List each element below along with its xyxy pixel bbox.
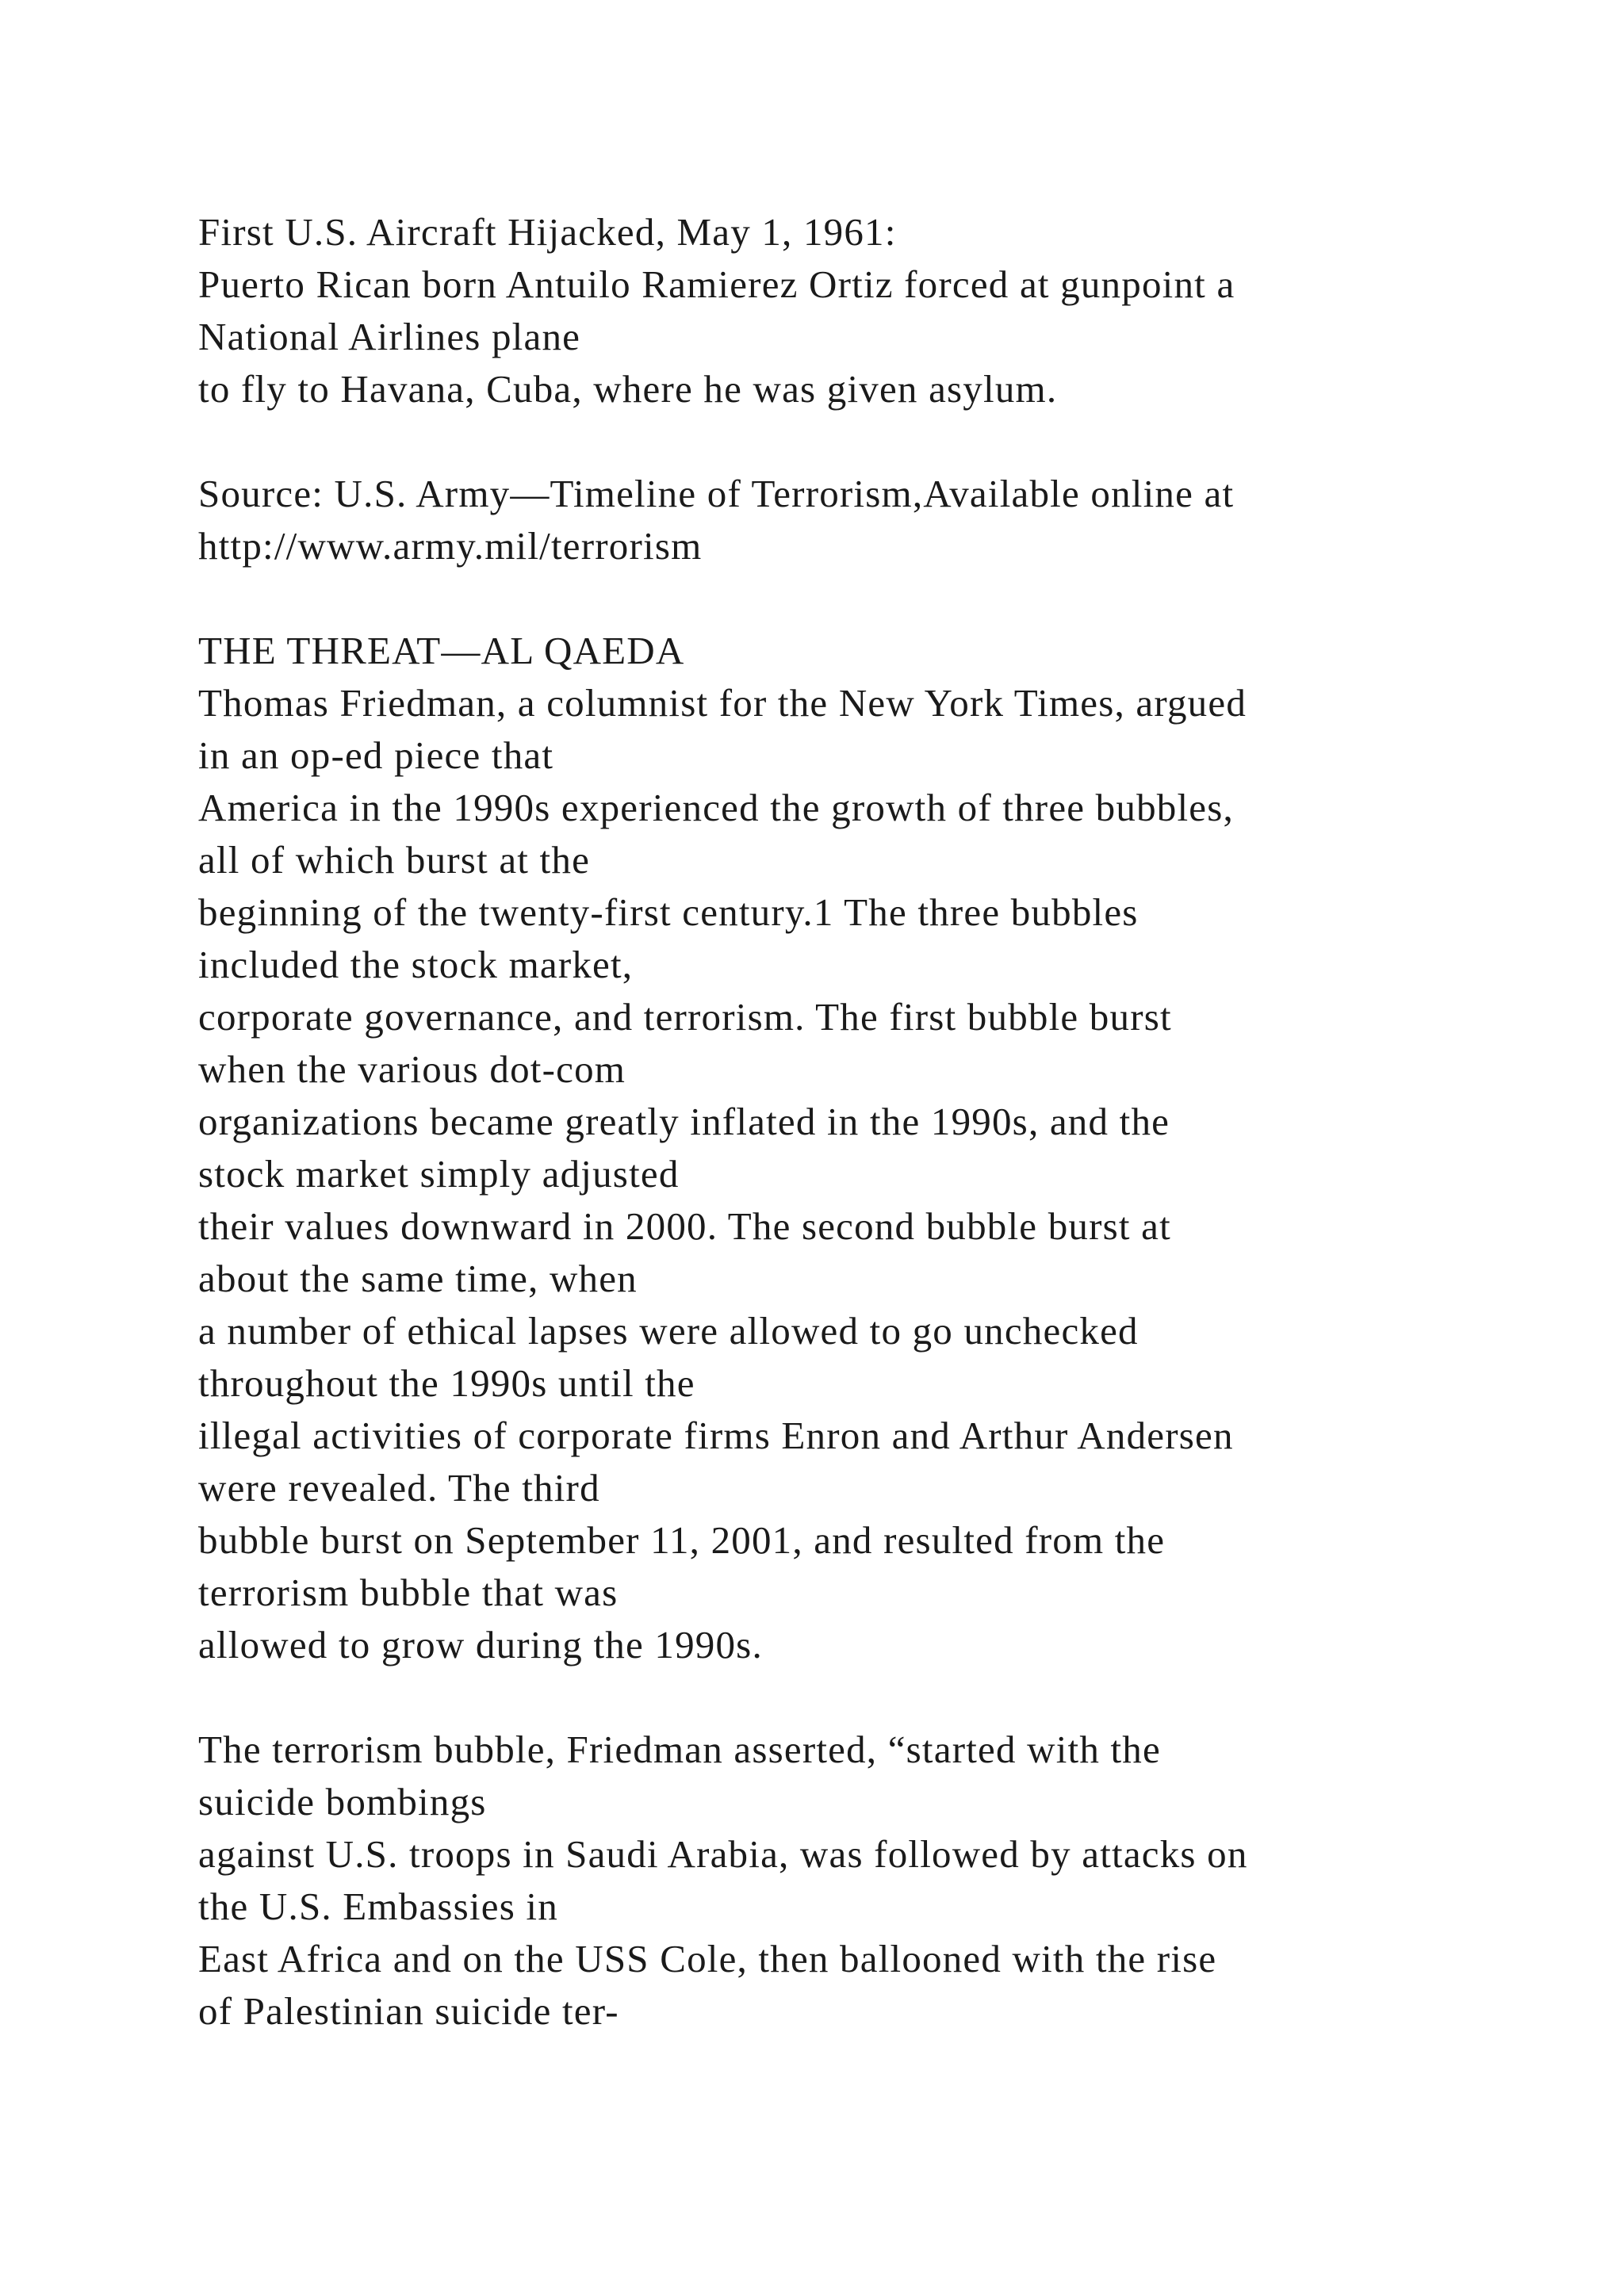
text-line: to fly to Havana, Cuba, where he was given asylum. — [198, 367, 1058, 411]
text-line: corporate governance, and terrorism. The first bubble burst — [198, 995, 1172, 1039]
source-url: http://www.army.mil/terrorism — [198, 524, 703, 568]
text-line: Puerto Rican born Antuilo Ramierez Ortiz forced at gunpoint a — [198, 262, 1235, 306]
source-line: Source: U.S. Army—Timeline of Terrorism,Available online at — [198, 472, 1235, 515]
text-line: the U.S. Embassies in — [198, 1885, 558, 1928]
text-line: organizations became greatly inflated in the 1990s, and the — [198, 1100, 1170, 1143]
text-line: in an op-ed piece that — [198, 733, 554, 777]
section-heading: THE THREAT—AL QAEDA — [198, 629, 685, 672]
text-line: National Airlines plane — [198, 315, 581, 358]
paragraph-terrorism-bubble — [198, 1724, 1546, 2038]
text-line: a number of ethical lapses were allowed to go unchecked — [198, 1309, 1139, 1353]
text-line: suicide bombings — [198, 1780, 487, 1823]
paragraph-hijack — [198, 206, 1546, 415]
text-line: about the same time, when — [198, 1257, 638, 1300]
text-line: of Palestinian suicide ter- — [198, 1989, 619, 2033]
text-line: America in the 1990s experienced the growth of three bubbles, — [198, 786, 1234, 829]
text-line: were revealed. The third — [198, 1466, 600, 1510]
paragraph-gap — [198, 1671, 1546, 1724]
text-line: The terrorism bubble, Friedman asserted, “started with the — [198, 1728, 1161, 1771]
text-line: bubble burst on September 11, 2001, and resulted from the — [198, 1518, 1166, 1562]
text-line: throughout the 1990s until the — [198, 1361, 695, 1405]
paragraph-gap — [198, 415, 1546, 468]
paragraph-threat — [198, 625, 1546, 1671]
hijack-heading-line: First U.S. Aircraft Hijacked, May 1, 1961: — [198, 210, 897, 254]
text-line: illegal activities of corporate firms Enron and Arthur Andersen — [198, 1414, 1234, 1457]
text-line: when the various dot-com — [198, 1047, 626, 1091]
text-line: beginning of the twenty-first century.1 The three bubbles — [198, 890, 1139, 934]
text-line: included the stock market, — [198, 943, 634, 986]
paragraph-source — [198, 468, 1546, 572]
text-line: all of which burst at the — [198, 838, 591, 882]
text-line: against U.S. troops in Saudi Arabia, was followed by attacks on — [198, 1832, 1248, 1876]
text-line: Thomas Friedman, a columnist for the New York Times, argued — [198, 681, 1247, 725]
paragraph-gap — [198, 572, 1546, 625]
text-line: terrorism bubble that was — [198, 1571, 619, 1614]
text-line: East Africa and on the USS Cole, then ballooned with the rise — [198, 1937, 1217, 1980]
text-line: allowed to grow during the 1990s. — [198, 1623, 763, 1667]
document-body — [198, 206, 1546, 2038]
text-line: stock market simply adjusted — [198, 1152, 680, 1196]
text-line: their values downward in 2000. The second bubble burst at — [198, 1204, 1171, 1248]
